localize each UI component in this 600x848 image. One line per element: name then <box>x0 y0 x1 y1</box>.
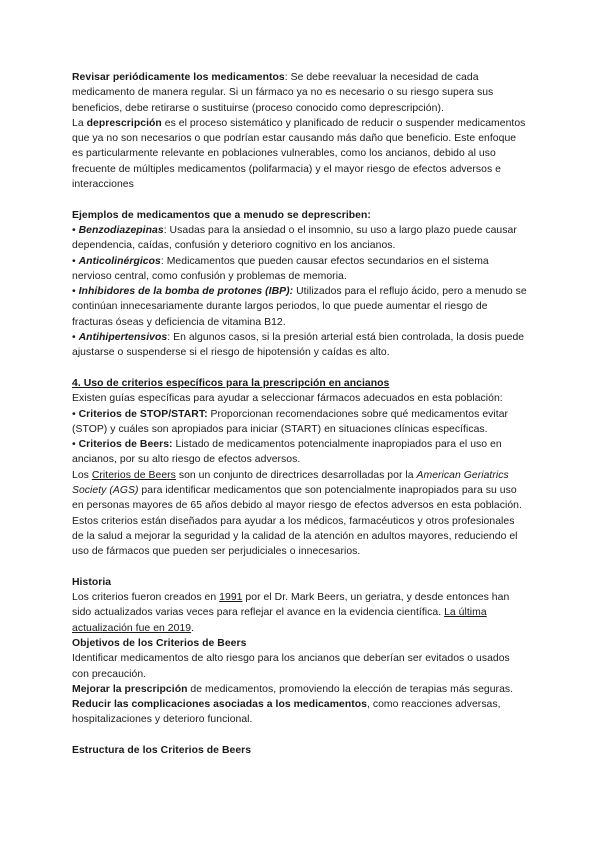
objetivo-2-rest: de medicamentos, promoviendo la elección de terapias más seguras. <box>187 683 514 695</box>
text-deprescription-pre: La <box>72 117 87 129</box>
section-4-intro: Existen guías específicas para ayudar a seleccionar fármacos adecuados en esta población: <box>72 393 503 405</box>
paragraph-beers <box>72 468 528 560</box>
objetivo-3-rest: , como reacciones adversas, hospitalizaciones y deterioro funcional. <box>72 699 501 726</box>
beers-criteria-link[interactable]: Criterios de Beers <box>91 469 176 481</box>
drug-description: : Usadas para la ansiedad o el insomnio, su uso a largo plazo puede causar dependencia, caídas, confusión y deterioro cognitivo en los ancianos. <box>72 224 517 252</box>
list-item <box>72 254 528 285</box>
heading-objetivos <box>72 636 528 651</box>
heading-section-4 <box>72 376 528 391</box>
criteria-name: Criterios de Beers: <box>78 439 173 451</box>
bullet: • <box>72 286 79 298</box>
drug-name: Antihipertensivos <box>78 332 168 344</box>
bullet: • <box>72 332 79 344</box>
ags-name: American Geriatrics Society (AGS) <box>72 469 509 497</box>
examples-heading-text: Ejemplos de medicamentos que a menudo se deprescriben: <box>72 209 371 221</box>
bullet: • <box>72 255 79 267</box>
drug-name: Benzodiazepinas <box>78 224 164 236</box>
drug-name: Inhibidores de la bomba de protones (IBP): <box>78 286 294 298</box>
objetivo-1: Identificar medicamentos de alto riesgo para los ancianos que deberían ser evitados o usados con precaución. <box>72 653 510 680</box>
heading-estructura <box>72 743 528 758</box>
list-item <box>72 407 528 438</box>
beers-pre: Los <box>72 469 92 481</box>
list-item <box>72 223 528 254</box>
historia-heading-text: Historia <box>72 576 112 588</box>
bullet: • <box>72 408 79 420</box>
last-update-link[interactable]: La última actualización fue en 2019 <box>72 607 487 634</box>
text-review-medications: : Se debe reevaluar la necesidad de cada medicamento de manera regular. Si un fármaco ya no es necesario o su riesgo supera sus beneficios, debe retirarse o sustituirse (proceso conocido como deprescripción). <box>72 72 494 114</box>
historia-pre: Los criterios fueron creados en <box>72 592 220 604</box>
heading-historia <box>72 575 528 590</box>
bold-review-medications: Revisar periódicamente los medicamentos <box>72 72 285 83</box>
objetivo-3-bold: Reducir las complicaciones asociadas a los medicamentos <box>72 699 367 711</box>
beers-mid: son un conjunto de directrices desarrolladas por la <box>175 469 417 481</box>
heading-examples <box>72 208 528 223</box>
section-4-heading-text: 4. Uso de criterios específicos para la prescripción en ancianos <box>72 377 390 389</box>
paragraph-review-medications <box>72 70 528 116</box>
paragraph-deprescription <box>72 116 528 192</box>
estructura-heading-text: Estructura de los Criterios de Beers <box>72 745 252 757</box>
bullet: • <box>72 224 79 236</box>
bold-deprescription: deprescripción <box>86 117 162 129</box>
criteria-name: Criterios de STOP/START: <box>78 408 208 420</box>
list-item <box>72 330 528 361</box>
objetivo-2 <box>72 682 528 697</box>
text-deprescription: es el proceso sistemático y planificado de reducir o suspender medicamentos que ya no son necesarios o que podrían estar causando más daño que beneficio. Este enfoque es particularmente relevante en poblaciones vulnerables, como los ancianos, debido al uso frecuente de múltiples medicamentos (polifarmacia) y el mayor riesgo de efectos adversos e interacciones <box>72 117 526 191</box>
drug-description: : En algunos casos, si la presión arterial está bien controlada, la dosis puede ajustarse o suspenderse si el riesgo de hipotensión y caídas es alto. <box>72 332 525 359</box>
drug-description: : Medicamentos que pueden causar efectos secundarios en el sistema nervioso central, como confusión y problemas de memoria. <box>72 255 489 282</box>
bullet: • <box>72 439 79 451</box>
beers-rest: para identificar medicamentos que son potencialmente inapropiados para su uso en personas mayores de 65 años debido al mayor riesgo de efectos adversos en esta población. Estos criterios están diseñados para ayudar a los médicos, farmacéuticos y otros profesionales de la salud a mejorar la seguridad y la calidad de la atención en adultos mayores, reduciendo el uso de fármacos que pueden ser perjudiciales o innecesarios. <box>72 485 522 558</box>
drug-name: Anticolinérgicos <box>78 255 161 267</box>
year-1991-link[interactable]: 1991 <box>219 592 243 604</box>
document-page <box>72 70 528 758</box>
drug-description: Utilizados para el reflujo ácido, pero a menudo se continúan innecesariamente durante largos periodos, lo que puede aumentar el riesgo de fracturas óseas y deficiencia de vitamina B12. <box>72 286 527 328</box>
objetivos-heading-text: Objetivos de los Criterios de Beers <box>72 637 247 649</box>
historia-end: . <box>191 622 195 634</box>
historia-mid: por el Dr. Mark Beers, un geriatra, y desde entonces han sido actualizados varias veces para reflejar el avance en la evidencia científica. <box>72 592 510 619</box>
paragraph-historia <box>72 590 528 636</box>
criteria-description: Proporcionan recomendaciones sobre qué medicamentos evitar (STOP) y cuáles son apropiados para iniciar (START) en situaciones clínicas específicas. <box>72 408 509 435</box>
list-item <box>72 437 528 468</box>
objetivo-2-bold: Mejorar la prescripción <box>72 683 188 695</box>
criteria-description: Listado de medicamentos potencialmente inapropiados para el uso en ancianos, por su alto riesgo de efectos adversos. <box>72 439 502 466</box>
list-item <box>72 284 528 330</box>
objetivo-3 <box>72 697 528 728</box>
